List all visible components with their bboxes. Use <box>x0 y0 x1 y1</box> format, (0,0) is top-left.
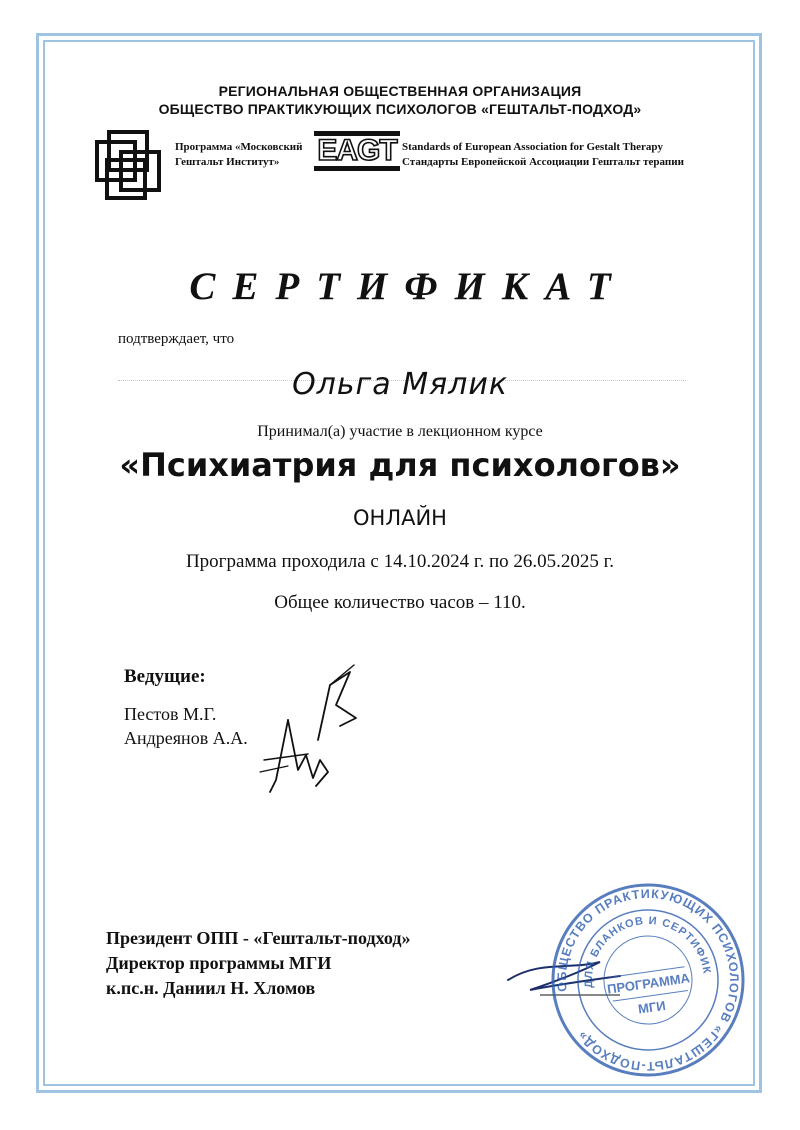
program-dates: Программа проходила с 14.10.2024 г. по 26.05.2025 г. <box>185 551 615 572</box>
leaders-signature <box>258 660 368 810</box>
eagt-logo <box>314 131 400 171</box>
president-line: к.пс.н. Даниил Н. Хломов <box>106 978 316 998</box>
program-line-2: Гештальт Институт» <box>175 156 280 168</box>
president-line: Директор программы МГИ <box>106 953 332 973</box>
recipient-name: Ольга Мялик <box>292 367 508 402</box>
mgi-logo-icon <box>95 130 163 202</box>
eagt-text <box>402 140 684 170</box>
leader-name: Андреянов А.А. <box>124 728 248 748</box>
stamp-center-line-2: МГИ <box>637 997 667 1017</box>
course-format: ОНЛАЙН <box>353 506 447 530</box>
organization-line-1: РЕГИОНАЛЬНАЯ ОБЩЕСТВЕННАЯ ОРГАНИЗАЦИЯ <box>218 83 582 99</box>
participated-text: Принимал(а) участие в лекционном курсе <box>257 423 543 440</box>
eagt-line-2: Стандарты Европейской Ассоциации Гештальт терапии <box>402 156 684 168</box>
organization-stamp <box>548 880 748 1080</box>
program-line-1: Программа «Московский <box>175 141 303 153</box>
stamp-middle-text: ДЛЯ БЛАНКОВ И СЕРТИФИКАТОВ <box>582 914 713 989</box>
confirms-text: подтверждает, что <box>118 331 235 347</box>
eagt-logo-text: EAGT <box>317 134 397 167</box>
course-title: «Психиатрия для психологов» <box>119 446 681 484</box>
total-hours: Общее количество часов – 110. <box>274 592 526 613</box>
stamp-center-line-1: ПРОГРАММА <box>606 970 691 997</box>
certificate-title: СЕРТИФИКАТ <box>189 265 628 308</box>
president-line: Президент ОПП - «Гештальт-подход» <box>106 928 411 948</box>
program-text <box>175 140 302 170</box>
organization-line-2: ОБЩЕСТВО ПРАКТИКУЮЩИХ ПСИХОЛОГОВ «ГЕШТАЛЬТ-ПОДХОД» <box>158 101 642 117</box>
stamp-outer-text: ОБЩЕСТВО ПРАКТИКУЮЩИХ ПСИХОЛОГОВ «ГЕШТАЛЬТ-ПОДХОД» <box>554 886 742 1074</box>
leaders-heading: Ведущие: <box>124 666 206 687</box>
leader-name: Пестов М.Г. <box>124 704 217 724</box>
eagt-line-1: Standards of European Association for Gestalt Therapy <box>402 141 663 153</box>
